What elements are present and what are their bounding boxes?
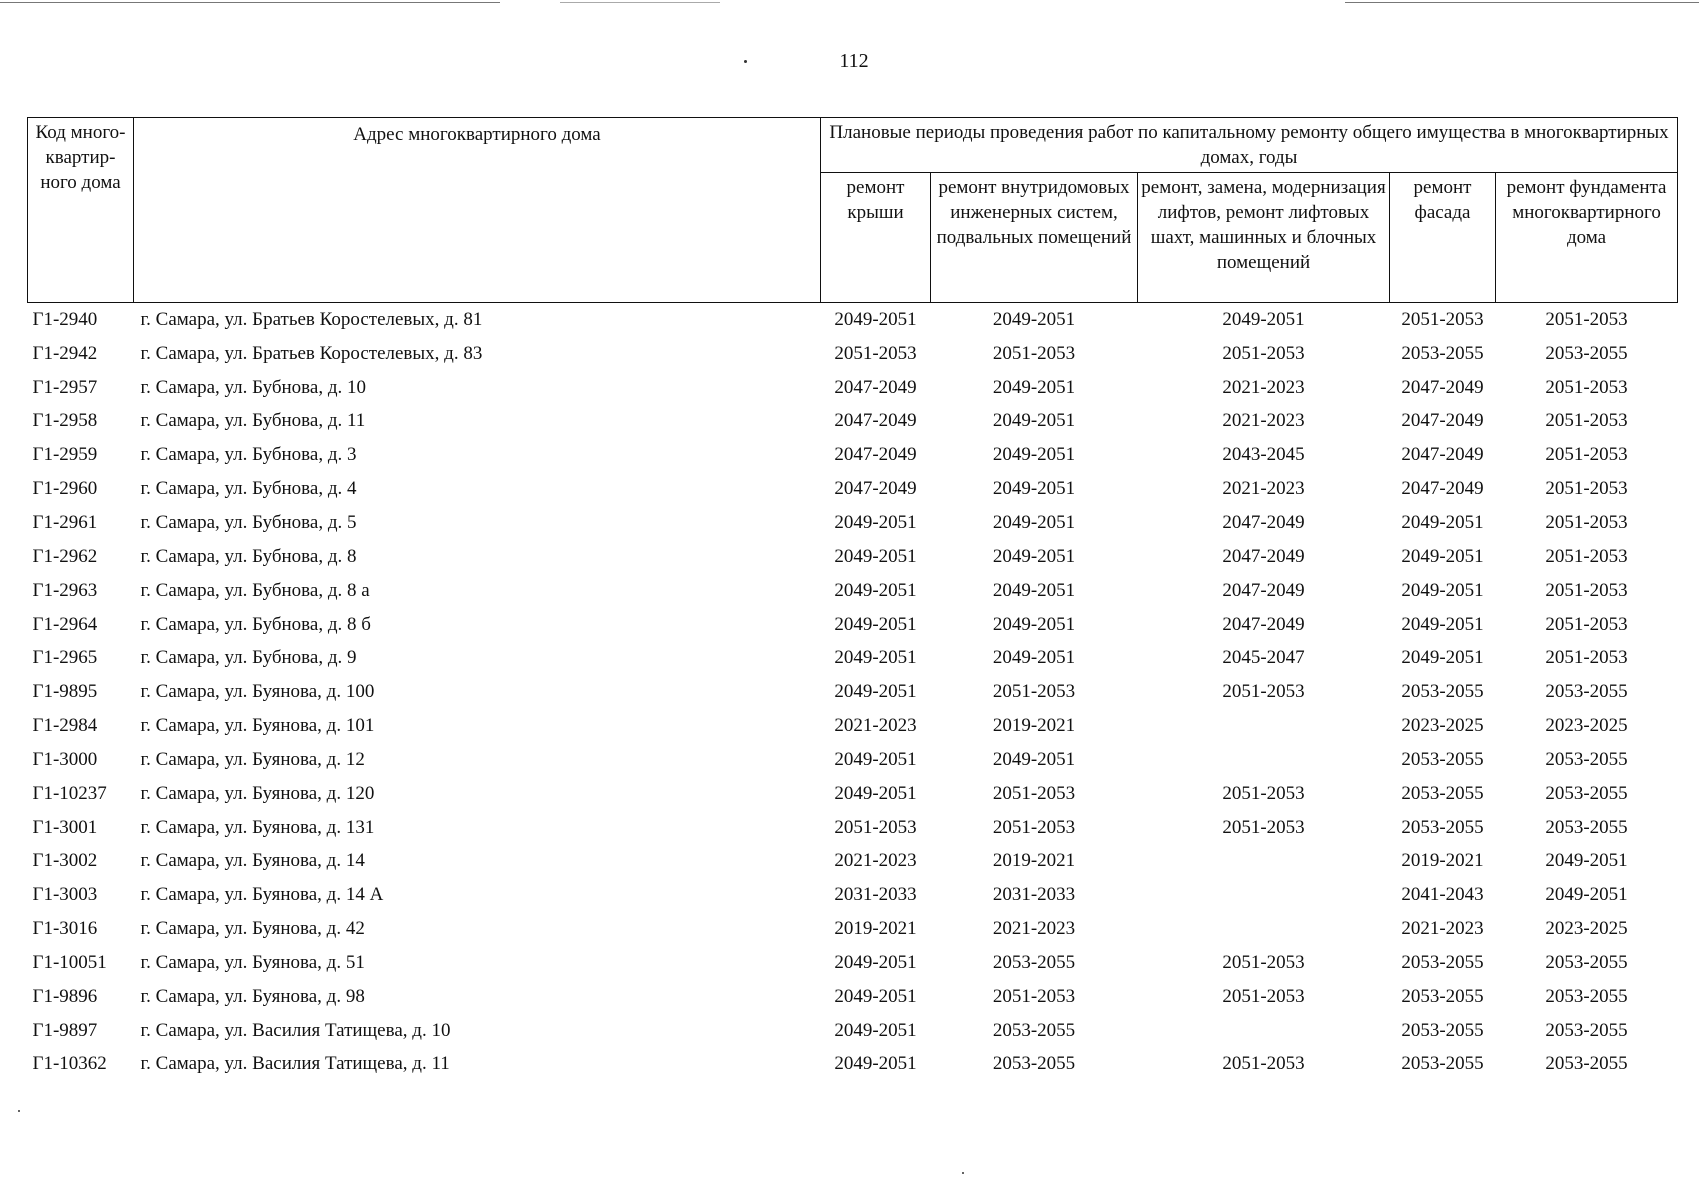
systems-repair-period-cell: 2049-2051 <box>992 376 1076 398</box>
systems-repair-period-cell: 2051-2053 <box>992 681 1076 703</box>
foundation-repair-period-cell: 2053-2055 <box>1545 748 1628 770</box>
facade-repair-period-cell: 2053-2055 <box>1401 681 1484 703</box>
lift-repair-period-cell: 2045-2047 <box>1222 647 1305 669</box>
scan-artifact-dot <box>18 1110 20 1112</box>
roof-repair-period-cell: 2049-2051 <box>834 647 917 669</box>
foundation-repair-period-cell: 2051-2053 <box>1545 410 1628 432</box>
roof-repair-period-cell: 2049-2051 <box>834 511 917 533</box>
table-row <box>28 438 1678 472</box>
facade-repair-period-cell: 2053-2055 <box>1401 748 1484 770</box>
facade-repair-period-cell: 2053-2055 <box>1401 342 1484 364</box>
roof-repair-period-cell: 2049-2051 <box>834 782 917 804</box>
table-row <box>28 472 1678 506</box>
facade-repair-period-cell: 2053-2055 <box>1401 951 1484 973</box>
address-cell: г. Самара, ул. Буянова, д. 12 <box>140 748 365 770</box>
lift-repair-period-cell <box>1138 878 1390 912</box>
house-code-cell: Г1-3000 <box>32 748 98 770</box>
house-code-cell: Г1-3002 <box>32 850 98 872</box>
table-row <box>28 540 1678 574</box>
systems-repair-period-cell: 2031-2033 <box>992 884 1076 906</box>
table-row <box>28 1014 1678 1048</box>
facade-repair-period-cell: 2053-2055 <box>1401 1019 1484 1041</box>
house-code-cell: Г1-3016 <box>32 918 98 940</box>
table-row <box>28 405 1678 439</box>
foundation-repair-period-cell: 2053-2055 <box>1545 782 1628 804</box>
foundation-repair-period-cell: 2051-2053 <box>1545 511 1628 533</box>
house-code-cell: Г1-2940 <box>32 308 98 330</box>
header-foundation-repair: ремонт фундамента многоквартирного дома <box>1496 173 1678 303</box>
roof-repair-period-cell: 2047-2049 <box>834 478 917 500</box>
address-cell: г. Самара, ул. Буянова, д. 101 <box>140 715 375 737</box>
scan-artifact-line <box>1345 2 1699 3</box>
scan-artifact-line <box>560 2 720 3</box>
lift-repair-period-cell: 2051-2053 <box>1222 342 1305 364</box>
lift-repair-period-cell <box>1138 743 1390 777</box>
systems-repair-period-cell: 2053-2055 <box>992 951 1076 973</box>
table-row <box>28 1048 1678 1082</box>
lift-repair-period-cell: 2051-2053 <box>1222 985 1305 1007</box>
roof-repair-period-cell: 2049-2051 <box>834 951 917 973</box>
facade-repair-period-cell: 2047-2049 <box>1401 444 1484 466</box>
foundation-repair-period-cell: 2051-2053 <box>1545 579 1628 601</box>
table-row <box>28 709 1678 743</box>
foundation-repair-period-cell: 2053-2055 <box>1545 681 1628 703</box>
address-cell: г. Самара, ул. Василия Татищева, д. 10 <box>140 1019 451 1041</box>
table-row <box>28 980 1678 1014</box>
lift-repair-period-cell: 2021-2023 <box>1222 376 1305 398</box>
address-cell: г. Самара, ул. Василия Татищева, д. 11 <box>140 1053 450 1075</box>
systems-repair-period-cell: 2049-2051 <box>992 545 1076 567</box>
header-planned-periods: Плановые периоды проведения работ по капитальному ремонту общего имущества в многоквартирных домах, годы <box>821 118 1678 173</box>
house-code-cell: Г1-2957 <box>32 376 98 398</box>
foundation-repair-period-cell: 2053-2055 <box>1545 342 1628 364</box>
foundation-repair-period-cell: 2053-2055 <box>1545 1019 1628 1041</box>
roof-repair-period-cell: 2049-2051 <box>834 579 917 601</box>
facade-repair-period-cell: 2053-2055 <box>1401 816 1484 838</box>
table-header <box>28 118 1678 303</box>
foundation-repair-period-cell: 2051-2053 <box>1545 647 1628 669</box>
house-code-cell: Г1-10237 <box>32 782 107 804</box>
foundation-repair-period-cell: 2023-2025 <box>1545 918 1628 940</box>
roof-repair-period-cell: 2021-2023 <box>834 715 917 737</box>
table-row <box>28 811 1678 845</box>
foundation-repair-period-cell: 2049-2051 <box>1545 884 1628 906</box>
systems-repair-period-cell: 2019-2021 <box>992 850 1076 872</box>
address-cell: г. Самара, ул. Буянова, д. 42 <box>140 918 365 940</box>
address-cell: г. Самара, ул. Братьев Коростелевых, д. 83 <box>140 342 483 364</box>
table-row <box>28 506 1678 540</box>
roof-repair-period-cell: 2047-2049 <box>834 444 917 466</box>
roof-repair-period-cell: 2049-2051 <box>834 545 917 567</box>
address-cell: г. Самара, ул. Братьев Коростелевых, д. 81 <box>140 308 483 330</box>
roof-repair-period-cell: 2049-2051 <box>834 1053 917 1075</box>
facade-repair-period-cell: 2049-2051 <box>1401 647 1484 669</box>
facade-repair-period-cell: 2049-2051 <box>1401 579 1484 601</box>
house-code-cell: Г1-2942 <box>32 342 98 364</box>
address-cell: г. Самара, ул. Буянова, д. 100 <box>140 681 375 703</box>
house-code-cell: Г1-10051 <box>32 951 107 973</box>
header-lift-repair: ремонт, замена, модернизация лифтов, ремонт лифтовых шахт, машинных и блочных помещений <box>1138 173 1390 303</box>
foundation-repair-period-cell: 2053-2055 <box>1545 1053 1628 1075</box>
roof-repair-period-cell: 2031-2033 <box>834 884 917 906</box>
facade-repair-period-cell: 2041-2043 <box>1401 884 1484 906</box>
roof-repair-period-cell: 2049-2051 <box>834 613 917 635</box>
systems-repair-period-cell: 2049-2051 <box>992 647 1076 669</box>
systems-repair-period-cell: 2049-2051 <box>992 613 1076 635</box>
house-code-cell: Г1-2961 <box>32 511 98 533</box>
house-code-cell: Г1-10362 <box>32 1053 107 1075</box>
capital-repair-schedule-table <box>27 117 1678 1081</box>
house-code-cell: Г1-2965 <box>32 647 98 669</box>
house-code-cell: Г1-3001 <box>32 816 98 838</box>
facade-repair-period-cell: 2047-2049 <box>1401 410 1484 432</box>
systems-repair-period-cell: 2051-2053 <box>992 816 1076 838</box>
lift-repair-period-cell: 2021-2023 <box>1222 410 1305 432</box>
roof-repair-period-cell: 2049-2051 <box>834 681 917 703</box>
facade-repair-period-cell: 2023-2025 <box>1401 715 1484 737</box>
lift-repair-period-cell: 2047-2049 <box>1222 613 1305 635</box>
foundation-repair-period-cell: 2051-2053 <box>1545 613 1628 635</box>
systems-repair-period-cell: 2021-2023 <box>992 918 1076 940</box>
lift-repair-period-cell: 2051-2053 <box>1222 816 1305 838</box>
address-cell: г. Самара, ул. Бубнова, д. 5 <box>140 511 357 533</box>
address-cell: г. Самара, ул. Буянова, д. 51 <box>140 951 365 973</box>
address-cell: г. Самара, ул. Бубнова, д. 9 <box>140 647 357 669</box>
facade-repair-period-cell: 2051-2053 <box>1401 308 1484 330</box>
lift-repair-period-cell: 2021-2023 <box>1222 478 1305 500</box>
house-code-cell: Г1-2959 <box>32 444 98 466</box>
roof-repair-period-cell: 2049-2051 <box>834 985 917 1007</box>
scan-artifact-dot <box>962 1172 964 1174</box>
facade-repair-period-cell: 2047-2049 <box>1401 376 1484 398</box>
house-code-cell: Г1-2964 <box>32 613 98 635</box>
lift-repair-period-cell: 2051-2053 <box>1222 951 1305 973</box>
header-engineering-systems-repair: ремонт внутридомовых инженерных систем, подвальных помещений <box>931 173 1138 303</box>
house-code-cell: Г1-2962 <box>32 545 98 567</box>
systems-repair-period-cell: 2049-2051 <box>992 511 1076 533</box>
systems-repair-period-cell: 2053-2055 <box>992 1019 1076 1041</box>
house-code-cell: Г1-2984 <box>32 715 98 737</box>
header-house-code: Код много-квартир-ного дома <box>28 118 134 303</box>
systems-repair-period-cell: 2049-2051 <box>992 579 1076 601</box>
table-row <box>28 608 1678 642</box>
facade-repair-period-cell: 2053-2055 <box>1401 1053 1484 1075</box>
address-cell: г. Самара, ул. Буянова, д. 98 <box>140 985 365 1007</box>
lift-repair-period-cell: 2047-2049 <box>1222 511 1305 533</box>
address-cell: г. Самара, ул. Бубнова, д. 8 б <box>140 613 371 635</box>
address-cell: г. Самара, ул. Бубнова, д. 11 <box>140 410 366 432</box>
roof-repair-period-cell: 2047-2049 <box>834 410 917 432</box>
systems-repair-period-cell: 2049-2051 <box>992 748 1076 770</box>
address-cell: г. Самара, ул. Бубнова, д. 8 а <box>140 579 370 601</box>
table-row <box>28 337 1678 371</box>
scan-artifact-line <box>0 2 500 3</box>
foundation-repair-period-cell: 2051-2053 <box>1545 478 1628 500</box>
roof-repair-period-cell: 2019-2021 <box>834 918 917 940</box>
systems-repair-period-cell: 2049-2051 <box>992 308 1076 330</box>
lift-repair-period-cell: 2047-2049 <box>1222 579 1305 601</box>
roof-repair-period-cell: 2049-2051 <box>834 308 917 330</box>
table-row <box>28 574 1678 608</box>
roof-repair-period-cell: 2021-2023 <box>834 850 917 872</box>
table-row <box>28 912 1678 946</box>
facade-repair-period-cell: 2019-2021 <box>1401 850 1484 872</box>
foundation-repair-period-cell: 2053-2055 <box>1545 985 1628 1007</box>
house-code-cell: Г1-9896 <box>32 985 98 1007</box>
roof-repair-period-cell: 2047-2049 <box>834 376 917 398</box>
header-address: Адрес многоквартирного дома <box>134 118 821 303</box>
table-row <box>28 777 1678 811</box>
lift-repair-period-cell: 2049-2051 <box>1222 308 1305 330</box>
address-cell: г. Самара, ул. Бубнова, д. 8 <box>140 545 357 567</box>
table-row <box>28 743 1678 777</box>
address-cell: г. Самара, ул. Бубнова, д. 10 <box>140 376 367 398</box>
address-cell: г. Самара, ул. Бубнова, д. 4 <box>140 478 357 500</box>
table-row <box>28 946 1678 980</box>
systems-repair-period-cell: 2051-2053 <box>992 985 1076 1007</box>
roof-repair-period-cell: 2051-2053 <box>834 816 917 838</box>
lift-repair-period-cell <box>1138 845 1390 879</box>
foundation-repair-period-cell: 2051-2053 <box>1545 308 1628 330</box>
address-cell: г. Самара, ул. Буянова, д. 120 <box>140 782 375 804</box>
facade-repair-period-cell: 2049-2051 <box>1401 511 1484 533</box>
systems-repair-period-cell: 2049-2051 <box>992 410 1076 432</box>
table-row <box>28 641 1678 675</box>
scan-artifact-dot <box>744 60 747 63</box>
house-code-cell: Г1-2963 <box>32 579 98 601</box>
foundation-repair-period-cell: 2051-2053 <box>1545 444 1628 466</box>
address-cell: г. Самара, ул. Буянова, д. 14 <box>140 850 365 872</box>
facade-repair-period-cell: 2053-2055 <box>1401 782 1484 804</box>
lift-repair-period-cell <box>1138 709 1390 743</box>
house-code-cell: Г1-2958 <box>32 410 98 432</box>
systems-repair-period-cell: 2049-2051 <box>992 478 1076 500</box>
lift-repair-period-cell <box>1138 1014 1390 1048</box>
lift-repair-period-cell: 2051-2053 <box>1222 1053 1305 1075</box>
systems-repair-period-cell: 2049-2051 <box>992 444 1076 466</box>
table-row <box>28 878 1678 912</box>
header-facade-repair: ремонт фасада <box>1390 173 1496 303</box>
roof-repair-period-cell: 2051-2053 <box>834 342 917 364</box>
facade-repair-period-cell: 2049-2051 <box>1401 545 1484 567</box>
facade-repair-period-cell: 2047-2049 <box>1401 478 1484 500</box>
table-row <box>28 303 1678 337</box>
roof-repair-period-cell: 2049-2051 <box>834 748 917 770</box>
house-code-cell: Г1-9897 <box>32 1019 98 1041</box>
address-cell: г. Самара, ул. Буянова, д. 131 <box>140 816 375 838</box>
facade-repair-period-cell: 2021-2023 <box>1401 918 1484 940</box>
facade-repair-period-cell: 2053-2055 <box>1401 985 1484 1007</box>
facade-repair-period-cell: 2049-2051 <box>1401 613 1484 635</box>
systems-repair-period-cell: 2053-2055 <box>992 1053 1076 1075</box>
table-row <box>28 845 1678 879</box>
lift-repair-period-cell: 2047-2049 <box>1222 545 1305 567</box>
roof-repair-period-cell: 2049-2051 <box>834 1019 917 1041</box>
house-code-cell: Г1-9895 <box>32 681 98 703</box>
house-code-cell: Г1-3003 <box>32 884 98 906</box>
header-roof-repair: ремонт крыши <box>821 173 931 303</box>
lift-repair-period-cell: 2051-2053 <box>1222 681 1305 703</box>
foundation-repair-period-cell: 2053-2055 <box>1545 816 1628 838</box>
address-cell: г. Самара, ул. Бубнова, д. 3 <box>140 444 357 466</box>
foundation-repair-period-cell: 2051-2053 <box>1545 376 1628 398</box>
foundation-repair-period-cell: 2051-2053 <box>1545 545 1628 567</box>
foundation-repair-period-cell: 2023-2025 <box>1545 715 1628 737</box>
systems-repair-period-cell: 2019-2021 <box>992 715 1076 737</box>
address-cell: г. Самара, ул. Буянова, д. 14 А <box>140 884 384 906</box>
foundation-repair-period-cell: 2049-2051 <box>1545 850 1628 872</box>
table-row <box>28 371 1678 405</box>
systems-repair-period-cell: 2051-2053 <box>992 782 1076 804</box>
house-code-cell: Г1-2960 <box>32 478 98 500</box>
lift-repair-period-cell: 2051-2053 <box>1222 782 1305 804</box>
page-number: 112 <box>839 50 869 72</box>
foundation-repair-period-cell: 2053-2055 <box>1545 951 1628 973</box>
table-row <box>28 675 1678 709</box>
lift-repair-period-cell: 2043-2045 <box>1222 444 1305 466</box>
table-body <box>28 303 1678 1082</box>
systems-repair-period-cell: 2051-2053 <box>992 342 1076 364</box>
lift-repair-period-cell <box>1138 912 1390 946</box>
